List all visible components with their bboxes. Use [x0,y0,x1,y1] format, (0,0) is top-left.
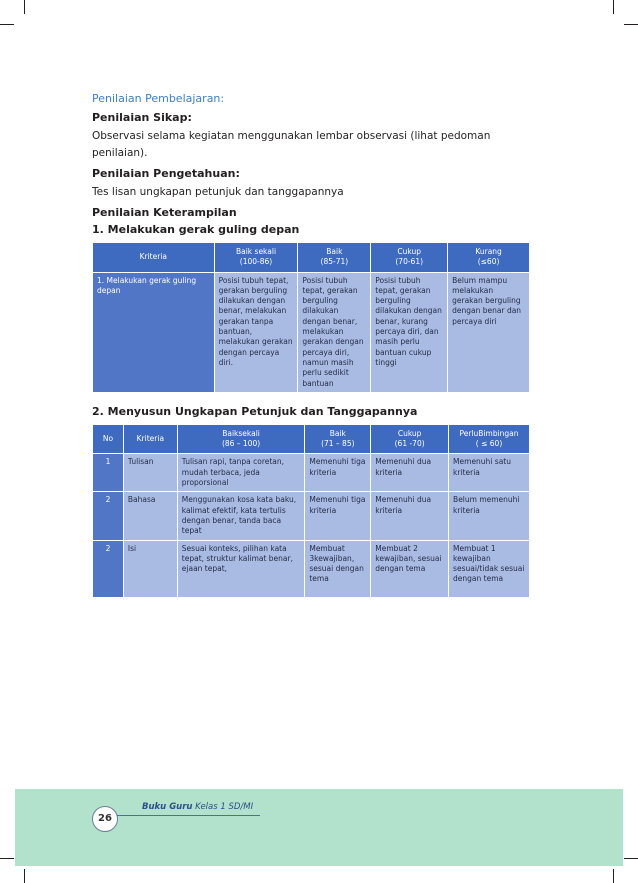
table-header-cell: Baik (85-71) [298,243,371,273]
page-number: 26 [92,806,118,832]
table-cell: 1 [93,454,124,492]
attitude-title: Penilaian Sikap: [92,111,192,124]
crop-mark [624,24,638,25]
table-cell: Membuat 1 kewajiban sesuai/tidak sesuai dengan tema [449,540,530,597]
table-row [93,492,530,540]
skills-title: Penilaian Keterampilan [92,206,237,219]
table-header-cell: Baik sekali (100-86) [214,243,298,273]
table-header-cell: Baik (71 – 85) [305,424,371,454]
table-cell: Memenuhi satu kriteria [449,454,530,492]
footer-class: Kelas 1 SD/MI [195,802,254,812]
table-cell: Belum memenuhi kriteria [449,492,530,540]
table-cell: Posisi tubuh tepat, gerakan berguling dilakukan dengan benar, melakukan gerakan dengan percaya diri, namun masih perlu sedikit bantuan [298,272,371,392]
table-cell: 1. Melakukan gerak guling depan [93,272,215,392]
table-cell: Memenuhi tiga kriteria [305,454,371,492]
knowledge-title: Penilaian Pengetahuan: [92,167,240,180]
table-cell: Isi [123,540,177,597]
footer-book-title [142,802,253,812]
knowledge-text: Tes lisan ungkapan petunjuk dan tanggapannya [92,186,344,198]
table-header-cell: Kriteria [123,424,177,454]
table-row [93,454,530,492]
table-header-cell: Kurang (≤60) [448,243,530,273]
footer-divider [117,815,260,816]
table-header-cell: Baiksekali (86 – 100) [177,424,305,454]
table-cell: Memenuhi tiga kriteria [305,492,371,540]
table-cell: 2 [93,540,124,597]
table-cell: Posisi tubuh tepat, gerakan berguling dilakukan dengan benar, kurang percaya diri, dan masih perlu bantuan cukup tinggi [371,272,448,392]
rubric-table-writing [92,424,530,598]
crop-mark [0,858,14,859]
table-header-cell: PerluBimbingan ( ≤ 60) [449,424,530,454]
table-cell: Tulisan rapi, tanpa coretan, mudah terbaca, jeda proporsional [177,454,305,492]
section1-title: 1. Melakukan gerak guling depan [92,223,300,236]
table-row [93,272,530,392]
table-cell: Sesuai konteks, pilihan kata tepat, struktur kalimat benar, ejaan tepat, [177,540,305,597]
table-cell: Bahasa [123,492,177,540]
section2-title: 2. Menyusun Ungkapan Petunjuk dan Tanggapannya [92,404,418,418]
table-header-cell: Kriteria [93,243,215,273]
table-cell: Memenuhi dua kriteria [371,492,449,540]
crop-mark [624,858,638,859]
table-header-cell: Cukup (61 -70) [371,424,449,454]
table-header-cell: No [93,424,124,454]
table-header-row [93,243,530,273]
crop-mark [613,0,614,14]
table-row [93,540,530,597]
table-cell: Belum mampu melakukan gerakan berguling dengan benar dan percaya diri [448,272,530,392]
crop-mark [24,0,25,14]
table-cell: Menggunakan kosa kata baku, kalimat efektif, kata tertulis dengan benar, tanda baca tepat [177,492,305,540]
crop-mark [613,869,614,883]
table-cell: Tulisan [123,454,177,492]
table-header-row [93,424,530,454]
crop-mark [0,24,14,25]
crop-mark [24,869,25,883]
page-content [92,92,532,598]
table-cell: Membuat 2 kewajiban, sesuai dengan tema [371,540,449,597]
table-header-cell: Cukup (70-61) [371,243,448,273]
footer-book: Buku Guru [142,802,193,812]
attitude-text: Observasi selama kegiatan menggunakan lembar observasi (lihat pedoman penilaian). [92,130,491,159]
table-cell: Memenuhi dua kriteria [371,454,449,492]
rubric-table-roll [92,242,530,393]
table-cell: Posisi tubuh tepat, gerakan berguling dilakukan dengan benar, melakukan gerakan tanpa bantuan, melakukan gerakan dengan percaya diri. [214,272,298,392]
table-cell: Membuat 3kewajiban, sesuai dengan tema [305,540,371,597]
assessment-heading: Penilaian Pembelajaran: [92,92,225,105]
table-cell: 2 [93,492,124,540]
